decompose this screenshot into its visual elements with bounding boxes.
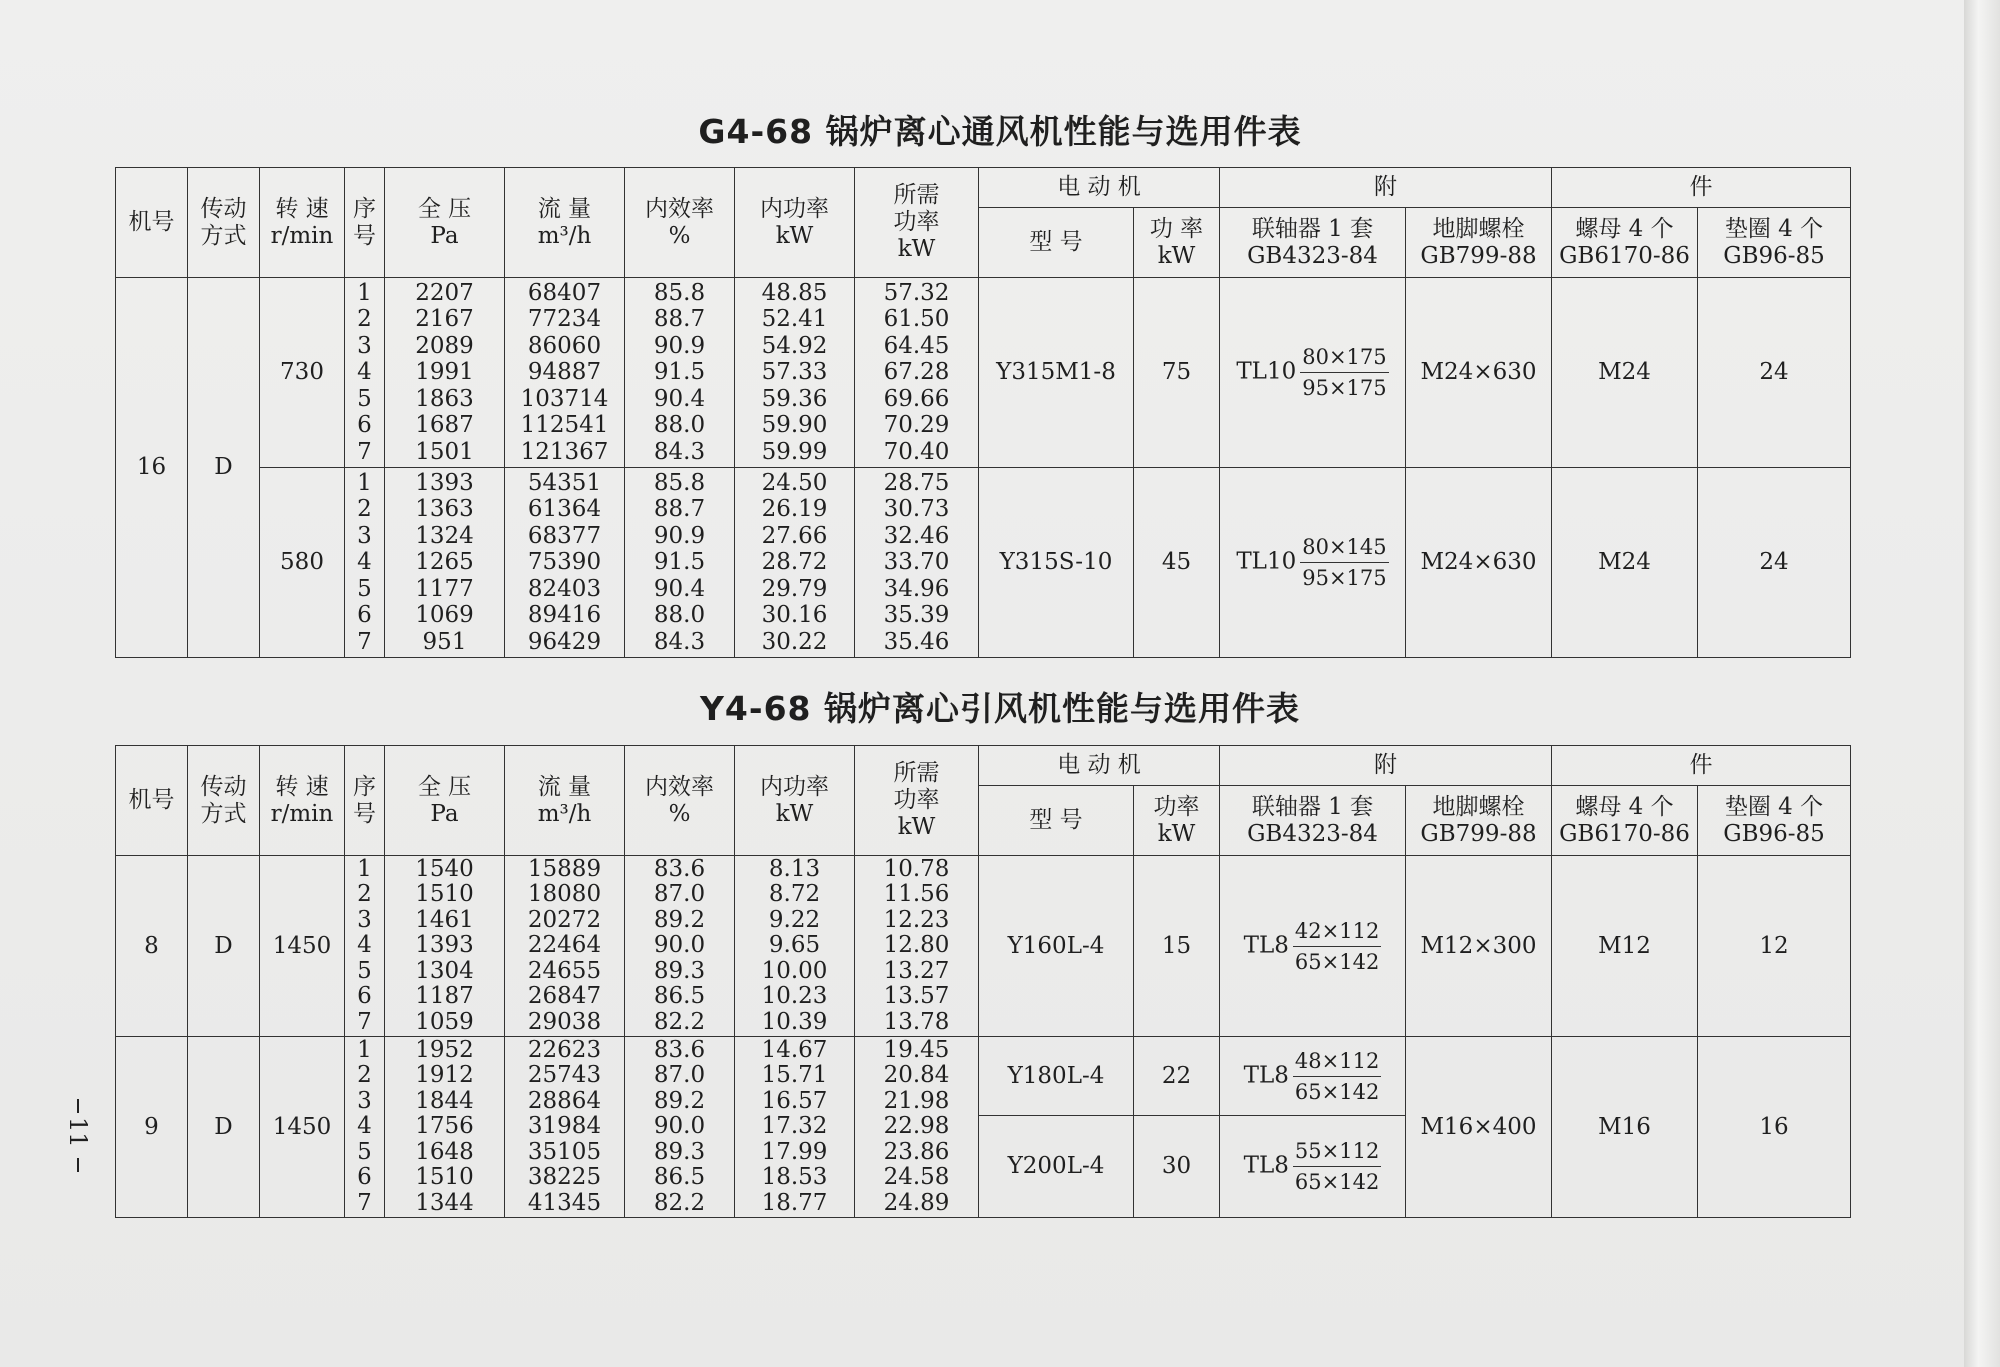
cell-efficiency: 83.6 87.0 89.2 90.0 89.3 86.5 82.2 [625,856,735,1037]
cell-coupling: TL8 $\frac{55\times 112}{65\times 142}$ [1220,1116,1406,1218]
hdr-flow: 流 量 m³/h [505,746,625,856]
coupling-numerator: 48×112 [1293,1046,1381,1077]
hdr-anchor-bolt: 地脚螺栓 GB799-88 [1406,208,1552,278]
cell-seq: 1 2 3 4 5 6 7 [345,468,385,658]
hdr-inner-power: 内功率 kW [735,746,855,856]
cell-motor-power: 22 [1134,1037,1220,1116]
hdr-power: 功率 kW [1134,786,1220,856]
hdr-washer: 垫圈 4 个 GB96-85 [1698,786,1851,856]
hdr-seq: 序 号 [345,746,385,856]
coupling-numerator: 80×145 [1300,532,1388,563]
cell-washer: 16 [1698,1037,1851,1218]
coupling-numerator: 80×175 [1300,342,1388,373]
cell-anchor-bolt: M12×300 [1406,856,1552,1037]
cell-motor-power: 30 [1134,1116,1220,1218]
hdr-nut: 螺母 4 个 GB6170-86 [1552,208,1698,278]
table1-title: G4-68 锅炉离心通风机性能与选用件表 [698,112,1302,151]
cell-motor-power: 15 [1134,856,1220,1037]
hdr-drive: 传动 方式 [188,746,260,856]
coupling-denominator: 65×142 [1294,1170,1380,1194]
cell-washer: 12 [1698,856,1851,1037]
cell-coupling: TL8 $\frac{42\times 112}{65\times 142}$ [1220,856,1406,1037]
hdr-coupling: 联轴器 1 套 GB4323-84 [1220,786,1406,856]
hdr-attachments-right: 件 [1552,168,1851,208]
cell-motor-power: 45 [1134,468,1220,658]
cell-efficiency: 85.8 88.7 90.9 91.5 90.4 88.0 84.3 [625,468,735,658]
coupling-numerator: 42×112 [1293,916,1381,947]
hdr-speed: 转 速 r/min [260,746,345,856]
cell-flow: 22623 25743 28864 31984 35105 38225 41345 [505,1037,625,1218]
cell-nut: M12 [1552,856,1698,1037]
hdr-pressure: 全 压 Pa [385,168,505,278]
cell-seq: 1 2 3 4 5 6 7 [345,856,385,1037]
hdr-required-power: 所需 功率 kW [855,168,979,278]
cell-speed: 730 [260,278,345,468]
cell-nut: M24 [1552,278,1698,468]
cell-flow: 54351 61364 68377 75390 82403 89416 96429 [505,468,625,658]
hdr-attachments-left: 附 [1220,746,1552,786]
cell-speed: 1450 [260,856,345,1037]
cell-drive: D [188,278,260,658]
hdr-required-power: 所需 功率 kW [855,746,979,856]
cell-seq: 1 2 3 4 5 6 7 [345,278,385,468]
cell-pressure: 2207 2167 2089 1991 1863 1687 1501 [385,278,505,468]
cell-pressure: 1952 1912 1844 1756 1648 1510 1344 [385,1037,505,1218]
hdr-washer: 垫圈 4 个 GB96-85 [1698,208,1851,278]
hdr-model: 型 号 [979,208,1134,278]
cell-coupling: TL10 $\frac{80\times 145}{95\times 175}$ [1220,468,1406,658]
page-number: 11 [58,1095,98,1176]
cell-nut: M16 [1552,1037,1698,1218]
cell-coupling: TL8 $\frac{48\times 112}{65\times 142}$ [1220,1037,1406,1116]
cell-anchor-bolt: M24×630 [1406,468,1552,658]
coupling-numerator: 55×112 [1293,1136,1381,1167]
hdr-anchor-bolt: 地脚螺栓 GB799-88 [1406,786,1552,856]
hdr-motor: 电 动 机 [979,168,1220,208]
coupling-denominator: 65×142 [1294,949,1380,974]
cell-washer: 24 [1698,278,1851,468]
hdr-speed: 转 速 r/min [260,168,345,278]
cell-required-power: 57.32 61.50 64.45 67.28 69.66 70.29 70.40 [855,278,979,468]
cell-drive: D [188,1037,260,1218]
cell-inner-power: 8.13 8.72 9.22 9.65 10.00 10.23 10.39 [735,856,855,1037]
cell-seq: 1 2 3 4 5 6 7 [345,1037,385,1218]
cell-inner-power: 14.67 15.71 16.57 17.32 17.99 18.53 18.77 [735,1037,855,1218]
hdr-nut: 螺母 4 个 GB6170-86 [1552,786,1698,856]
cell-motor-power: 75 [1134,278,1220,468]
cell-machine-no: 16 [116,278,188,658]
cell-anchor-bolt: M16×400 [1406,1037,1552,1218]
hdr-seq: 序 号 [345,168,385,278]
coupling-denominator: 65×142 [1294,1079,1380,1104]
cell-pressure: 1393 1363 1324 1265 1177 1069 951 [385,468,505,658]
cell-required-power: 19.45 20.84 21.98 22.98 23.86 24.58 24.89 [855,1037,979,1218]
cell-washer: 24 [1698,468,1851,658]
hdr-inner-efficiency: 内效率 % [625,168,735,278]
hdr-attachments-right: 件 [1552,746,1851,786]
cell-machine-no: 9 [116,1037,188,1218]
cell-pressure: 1540 1510 1461 1393 1304 1187 1059 [385,856,505,1037]
hdr-machine-no: 机号 [116,168,188,278]
cell-motor-model: Y160L-4 [979,856,1134,1037]
cell-motor-model: Y315M1-8 [979,278,1134,468]
cell-inner-power: 24.50 26.19 27.66 28.72 29.79 30.16 30.22 [735,468,855,658]
table2-y4-68 [115,745,1851,1218]
hdr-attachments-left: 附 [1220,168,1552,208]
cell-required-power: 28.75 30.73 32.46 33.70 34.96 35.39 35.46 [855,468,979,658]
table2-title: Y4-68 锅炉离心引风机性能与选用件表 [700,689,1300,728]
hdr-drive: 传动 方式 [188,168,260,278]
hdr-inner-power: 内功率 kW [735,168,855,278]
cell-flow: 68407 77234 86060 94887 103714 112541 121367 [505,278,625,468]
table1-g4-68 [115,167,1851,658]
hdr-model: 型 号 [979,786,1134,856]
cell-inner-power: 48.85 52.41 54.92 57.33 59.36 59.90 59.99 [735,278,855,468]
coupling-denominator: 95×175 [1302,376,1387,400]
hdr-pressure: 全 压 Pa [385,746,505,856]
coupling-denominator: 95×175 [1302,566,1387,590]
cell-drive: D [188,856,260,1037]
cell-motor-model: Y180L-4 [979,1037,1134,1116]
cell-efficiency: 83.6 87.0 89.2 90.0 89.3 86.5 82.2 [625,1037,735,1218]
hdr-flow: 流 量 m³/h [505,168,625,278]
hdr-machine-no: 机号 [116,746,188,856]
cell-speed: 580 [260,468,345,658]
hdr-coupling: 联轴器 1 套 GB4323-84 [1220,208,1406,278]
cell-machine-no: 8 [116,856,188,1037]
cell-efficiency: 85.8 88.7 90.9 91.5 90.4 88.0 84.3 [625,278,735,468]
cell-speed: 1450 [260,1037,345,1218]
hdr-motor: 电 动 机 [979,746,1220,786]
hdr-power: 功 率 kW [1134,208,1220,278]
cell-coupling: TL10 $\frac{80\times 175}{95\times 175}$ [1220,278,1406,468]
cell-nut: M24 [1552,468,1698,658]
cell-required-power: 10.78 11.56 12.23 12.80 13.27 13.57 13.78 [855,856,979,1037]
cell-anchor-bolt: M24×630 [1406,278,1552,468]
cell-motor-model: Y200L-4 [979,1116,1134,1218]
cell-motor-model: Y315S-10 [979,468,1134,658]
hdr-inner-efficiency: 内效率 % [625,746,735,856]
cell-flow: 15889 18080 20272 22464 24655 26847 29038 [505,856,625,1037]
